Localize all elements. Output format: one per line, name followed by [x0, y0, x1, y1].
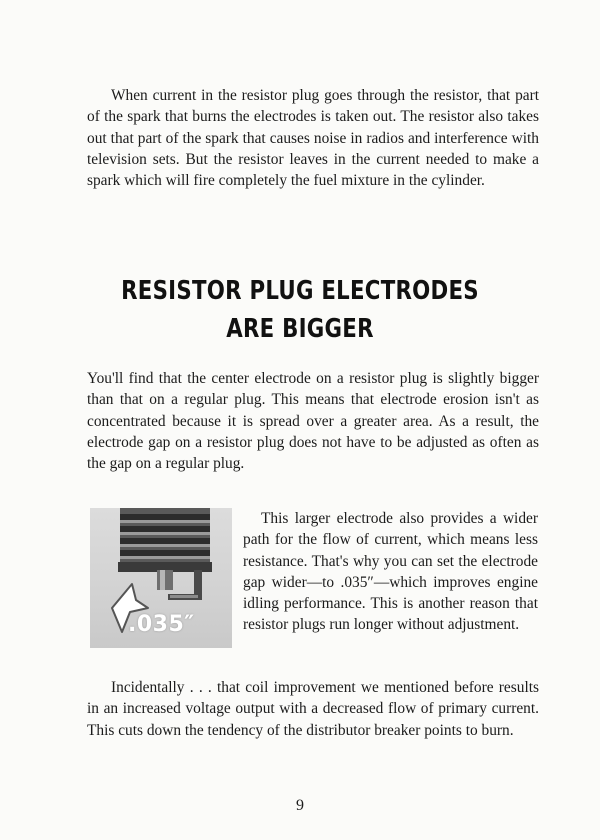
heading-line-2: ARE BIGGER [226, 314, 374, 344]
page-number: 9 [296, 797, 304, 814]
section-heading [103, 272, 497, 348]
paragraph-resistor-current: When current in the resistor plug goes through the resistor, that part of the spark that burns the electrodes is taken out. The resistor also takes out that part of the spark that causes noise in radios and interference with television sets. But the resistor leaves in the current needed to make a spark which will fire completely the fuel mixture in the cylinder. [87, 87, 539, 190]
gap-label: .035″ [128, 612, 195, 637]
paragraph-coil-improvement: Incidentally . . . that coil improvement we mentioned before results in an increased voltage output with a decreased flow of primary current. This cuts down the tendency of the distributor breaker points to burn. [87, 679, 539, 739]
paragraph-wider-path: This larger electrode also provides a wider path for the flow of current, which means less resistance. That's why you can set the electrode gap wider—to .035″—which improves engine idling performance. This is another reason that resistor plugs run longer without adjustment. [243, 510, 538, 634]
paragraph-bigger-electrode: You'll find that the center electrode on a resistor plug is slightly bigger than that on a regular plug. This means that electrode erosion isn't as concentrated because it is spread over a greater area. As a result, the electrode gap on a resistor plug does not have to be adjusted as often as the gap on a regular plug. [87, 370, 539, 473]
heading-line-1: RESISTOR PLUG ELECTRODES [121, 276, 479, 306]
spark-plug-photo [90, 508, 232, 648]
